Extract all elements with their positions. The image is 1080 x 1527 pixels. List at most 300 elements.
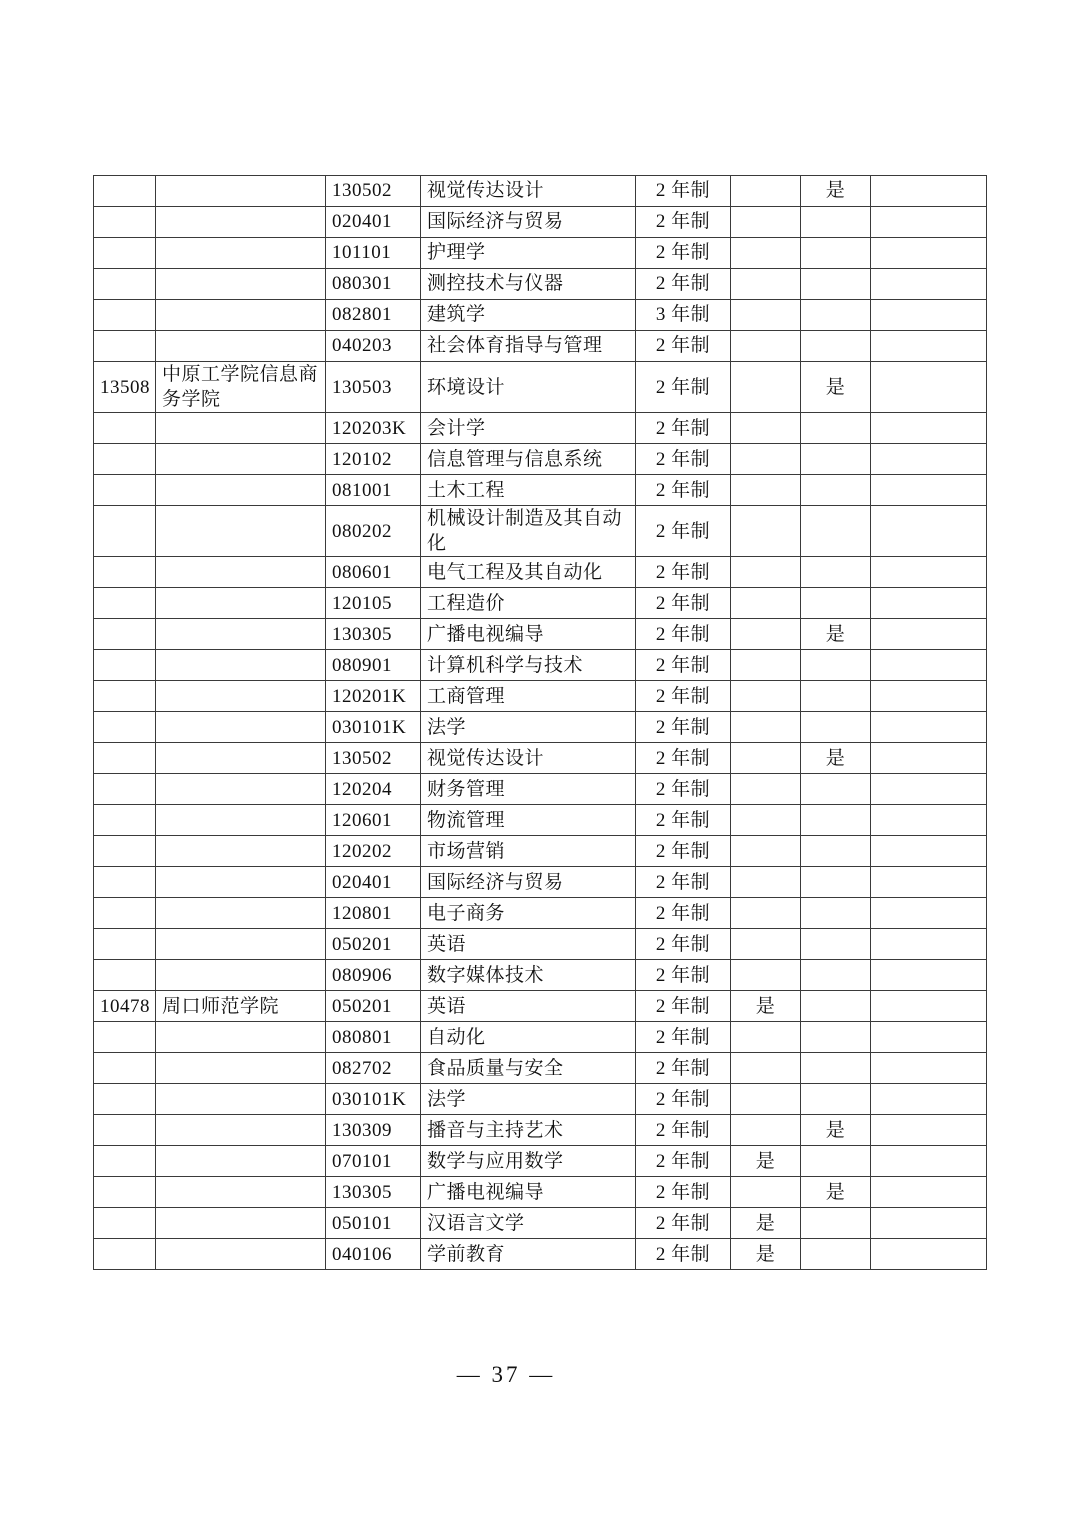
mark-c-cell	[871, 1239, 987, 1270]
mark-b-cell	[801, 712, 871, 743]
school-name-cell	[156, 1115, 326, 1146]
major-code-cell: 130502	[326, 743, 421, 774]
school-code-cell	[94, 1115, 156, 1146]
table-row	[94, 1115, 987, 1146]
table-row	[94, 331, 987, 362]
major-name-cell: 自动化	[421, 1022, 636, 1053]
table-row	[94, 176, 987, 207]
major-code-cell: 020401	[326, 867, 421, 898]
mark-a-cell	[731, 300, 801, 331]
school-code-cell	[94, 960, 156, 991]
mark-b-cell	[801, 960, 871, 991]
mark-a-cell	[731, 929, 801, 960]
mark-c-cell	[871, 619, 987, 650]
school-name-cell	[156, 774, 326, 805]
school-name-cell	[156, 805, 326, 836]
major-name-cell: 法学	[421, 712, 636, 743]
mark-b-cell	[801, 331, 871, 362]
mark-c-cell	[871, 1177, 987, 1208]
school-name-cell	[156, 867, 326, 898]
mark-a-cell	[731, 867, 801, 898]
mark-b-cell: 是	[801, 176, 871, 207]
school-name-cell	[156, 444, 326, 475]
major-code-cell: 101101	[326, 238, 421, 269]
school-name-cell	[156, 743, 326, 774]
school-name-cell	[156, 619, 326, 650]
table-row	[94, 650, 987, 681]
table-row	[94, 1177, 987, 1208]
school-name-cell	[156, 960, 326, 991]
school-code-cell: 10478	[94, 991, 156, 1022]
table-row	[94, 619, 987, 650]
major-name-cell: 机械设计制造及其自动化	[421, 506, 636, 557]
mark-c-cell	[871, 836, 987, 867]
mark-a-cell	[731, 619, 801, 650]
major-name-cell: 护理学	[421, 238, 636, 269]
major-code-cell: 130503	[326, 362, 421, 413]
mark-c-cell	[871, 331, 987, 362]
mark-b-cell: 是	[801, 1115, 871, 1146]
major-code-cell: 050201	[326, 991, 421, 1022]
mark-a-cell	[731, 269, 801, 300]
major-name-cell: 财务管理	[421, 774, 636, 805]
major-code-cell: 120601	[326, 805, 421, 836]
mark-b-cell	[801, 300, 871, 331]
major-name-cell: 播音与主持艺术	[421, 1115, 636, 1146]
table-row	[94, 506, 987, 557]
table-row	[94, 960, 987, 991]
table-row	[94, 805, 987, 836]
mark-c-cell	[871, 712, 987, 743]
school-code-cell	[94, 1146, 156, 1177]
major-name-cell: 会计学	[421, 413, 636, 444]
mark-b-cell	[801, 444, 871, 475]
duration-cell: 2 年制	[636, 960, 731, 991]
mark-a-cell	[731, 743, 801, 774]
major-name-cell: 数字媒体技术	[421, 960, 636, 991]
mark-b-cell	[801, 1053, 871, 1084]
major-name-cell: 英语	[421, 929, 636, 960]
school-code-cell	[94, 743, 156, 774]
major-code-cell: 120801	[326, 898, 421, 929]
mark-b-cell	[801, 836, 871, 867]
mark-b-cell	[801, 207, 871, 238]
school-name-cell	[156, 681, 326, 712]
mark-c-cell	[871, 506, 987, 557]
major-code-cell: 080301	[326, 269, 421, 300]
school-code-cell	[94, 300, 156, 331]
duration-cell: 3 年制	[636, 300, 731, 331]
mark-a-cell	[731, 588, 801, 619]
mark-b-cell	[801, 1239, 871, 1270]
mark-b-cell	[801, 269, 871, 300]
school-name-cell	[156, 413, 326, 444]
school-name-cell: 中原工学院信息商务学院	[156, 362, 326, 413]
mark-b-cell	[801, 650, 871, 681]
mark-c-cell	[871, 898, 987, 929]
mark-a-cell	[731, 650, 801, 681]
school-code-cell	[94, 1177, 156, 1208]
school-name-cell	[156, 475, 326, 506]
mark-c-cell	[871, 867, 987, 898]
school-name-cell	[156, 557, 326, 588]
school-code-cell	[94, 650, 156, 681]
major-code-cell: 030101K	[326, 712, 421, 743]
table-row	[94, 898, 987, 929]
major-code-cell: 040203	[326, 331, 421, 362]
major-code-cell: 080801	[326, 1022, 421, 1053]
mark-a-cell	[731, 1022, 801, 1053]
major-name-cell: 建筑学	[421, 300, 636, 331]
major-code-cell: 080202	[326, 506, 421, 557]
school-code-cell	[94, 475, 156, 506]
mark-c-cell	[871, 475, 987, 506]
major-name-cell: 计算机科学与技术	[421, 650, 636, 681]
table-row	[94, 207, 987, 238]
table-row	[94, 743, 987, 774]
table-row	[94, 867, 987, 898]
mark-a-cell	[731, 506, 801, 557]
mark-a-cell	[731, 1053, 801, 1084]
duration-cell: 2 年制	[636, 331, 731, 362]
mark-b-cell	[801, 774, 871, 805]
mark-b-cell	[801, 1208, 871, 1239]
major-code-cell: 120203K	[326, 413, 421, 444]
mark-b-cell	[801, 681, 871, 712]
major-name-cell: 法学	[421, 1084, 636, 1115]
table-row	[94, 1084, 987, 1115]
major-code-cell: 070101	[326, 1146, 421, 1177]
major-code-cell: 120102	[326, 444, 421, 475]
mark-c-cell	[871, 1208, 987, 1239]
major-code-cell: 130502	[326, 176, 421, 207]
mark-c-cell	[871, 269, 987, 300]
table-row	[94, 300, 987, 331]
school-code-cell	[94, 681, 156, 712]
school-code-cell	[94, 1022, 156, 1053]
duration-cell: 2 年制	[636, 867, 731, 898]
school-code-cell	[94, 588, 156, 619]
major-code-cell: 050201	[326, 929, 421, 960]
school-name-cell	[156, 1146, 326, 1177]
major-name-cell: 物流管理	[421, 805, 636, 836]
table-row	[94, 836, 987, 867]
table-row	[94, 681, 987, 712]
school-name-cell	[156, 712, 326, 743]
table-row	[94, 238, 987, 269]
mark-b-cell	[801, 1022, 871, 1053]
duration-cell: 2 年制	[636, 1177, 731, 1208]
school-code-cell: 13508	[94, 362, 156, 413]
duration-cell: 2 年制	[636, 712, 731, 743]
school-name-cell	[156, 898, 326, 929]
table-row	[94, 712, 987, 743]
school-name-cell	[156, 300, 326, 331]
mark-a-cell	[731, 681, 801, 712]
duration-cell: 2 年制	[636, 1022, 731, 1053]
duration-cell: 2 年制	[636, 681, 731, 712]
major-code-cell: 120201K	[326, 681, 421, 712]
table-row	[94, 929, 987, 960]
duration-cell: 2 年制	[636, 991, 731, 1022]
mark-a-cell: 是	[731, 1239, 801, 1270]
duration-cell: 2 年制	[636, 743, 731, 774]
major-code-cell: 130305	[326, 619, 421, 650]
major-name-cell: 工商管理	[421, 681, 636, 712]
table-row	[94, 362, 987, 413]
mark-b-cell	[801, 238, 871, 269]
school-code-cell	[94, 176, 156, 207]
school-name-cell	[156, 331, 326, 362]
major-code-cell: 080901	[326, 650, 421, 681]
school-name-cell	[156, 1022, 326, 1053]
duration-cell: 2 年制	[636, 619, 731, 650]
duration-cell: 2 年制	[636, 774, 731, 805]
school-code-cell	[94, 269, 156, 300]
mark-c-cell	[871, 743, 987, 774]
school-name-cell	[156, 588, 326, 619]
mark-c-cell	[871, 444, 987, 475]
school-code-cell	[94, 238, 156, 269]
school-code-cell	[94, 929, 156, 960]
major-code-cell: 120204	[326, 774, 421, 805]
mark-c-cell	[871, 805, 987, 836]
mark-b-cell	[801, 929, 871, 960]
mark-c-cell	[871, 1115, 987, 1146]
duration-cell: 2 年制	[636, 238, 731, 269]
major-name-cell: 学前教育	[421, 1239, 636, 1270]
mark-a-cell	[731, 413, 801, 444]
school-name-cell	[156, 1239, 326, 1270]
page-number: — 37 —	[456, 1362, 556, 1387]
major-name-cell: 数学与应用数学	[421, 1146, 636, 1177]
mark-a-cell	[731, 238, 801, 269]
mark-b-cell	[801, 475, 871, 506]
mark-c-cell	[871, 650, 987, 681]
school-name-cell	[156, 1084, 326, 1115]
school-code-cell	[94, 805, 156, 836]
mark-b-cell	[801, 867, 871, 898]
duration-cell: 2 年制	[636, 805, 731, 836]
school-code-cell	[94, 444, 156, 475]
mark-b-cell	[801, 898, 871, 929]
school-name-cell	[156, 1208, 326, 1239]
mark-c-cell	[871, 1146, 987, 1177]
mark-a-cell	[731, 1177, 801, 1208]
mark-b-cell: 是	[801, 362, 871, 413]
major-table-body	[94, 176, 987, 1270]
major-name-cell: 广播电视编导	[421, 619, 636, 650]
duration-cell: 2 年制	[636, 898, 731, 929]
duration-cell: 2 年制	[636, 1146, 731, 1177]
table-row	[94, 774, 987, 805]
mark-b-cell	[801, 506, 871, 557]
major-name-cell: 土木工程	[421, 475, 636, 506]
mark-b-cell	[801, 1084, 871, 1115]
mark-c-cell	[871, 300, 987, 331]
mark-b-cell	[801, 557, 871, 588]
mark-c-cell	[871, 960, 987, 991]
table-row	[94, 588, 987, 619]
table-row	[94, 413, 987, 444]
school-code-cell	[94, 413, 156, 444]
school-name-cell	[156, 836, 326, 867]
major-code-cell: 040106	[326, 1239, 421, 1270]
mark-c-cell	[871, 1022, 987, 1053]
table-row	[94, 1146, 987, 1177]
duration-cell: 2 年制	[636, 413, 731, 444]
mark-a-cell	[731, 1084, 801, 1115]
school-name-cell	[156, 176, 326, 207]
table-row	[94, 1022, 987, 1053]
school-code-cell	[94, 1208, 156, 1239]
duration-cell: 2 年制	[636, 207, 731, 238]
major-name-cell: 广播电视编导	[421, 1177, 636, 1208]
duration-cell: 2 年制	[636, 1208, 731, 1239]
major-table-container	[93, 175, 986, 1270]
duration-cell: 2 年制	[636, 362, 731, 413]
major-name-cell: 信息管理与信息系统	[421, 444, 636, 475]
mark-c-cell	[871, 238, 987, 269]
major-code-cell: 130305	[326, 1177, 421, 1208]
mark-a-cell	[731, 557, 801, 588]
mark-c-cell	[871, 413, 987, 444]
mark-c-cell	[871, 681, 987, 712]
mark-a-cell	[731, 207, 801, 238]
mark-c-cell	[871, 774, 987, 805]
mark-a-cell	[731, 712, 801, 743]
duration-cell: 2 年制	[636, 176, 731, 207]
mark-b-cell	[801, 413, 871, 444]
mark-a-cell	[731, 1115, 801, 1146]
mark-b-cell: 是	[801, 743, 871, 774]
mark-c-cell	[871, 557, 987, 588]
school-code-cell	[94, 619, 156, 650]
mark-a-cell	[731, 898, 801, 929]
major-code-cell: 082702	[326, 1053, 421, 1084]
school-name-cell	[156, 238, 326, 269]
school-code-cell	[94, 1053, 156, 1084]
mark-b-cell	[801, 991, 871, 1022]
table-row	[94, 991, 987, 1022]
school-name-cell: 周口师范学院	[156, 991, 326, 1022]
mark-a-cell	[731, 362, 801, 413]
major-name-cell: 视觉传达设计	[421, 176, 636, 207]
mark-a-cell: 是	[731, 1146, 801, 1177]
mark-a-cell	[731, 475, 801, 506]
table-row	[94, 1208, 987, 1239]
mark-a-cell: 是	[731, 991, 801, 1022]
major-code-cell: 030101K	[326, 1084, 421, 1115]
major-code-cell: 080906	[326, 960, 421, 991]
table-row	[94, 557, 987, 588]
table-row	[94, 1053, 987, 1084]
mark-b-cell: 是	[801, 619, 871, 650]
mark-b-cell	[801, 588, 871, 619]
mark-c-cell	[871, 1053, 987, 1084]
school-code-cell	[94, 836, 156, 867]
table-row	[94, 1239, 987, 1270]
duration-cell: 2 年制	[636, 444, 731, 475]
mark-c-cell	[871, 362, 987, 413]
school-code-cell	[94, 1084, 156, 1115]
major-code-cell: 120202	[326, 836, 421, 867]
school-code-cell	[94, 506, 156, 557]
major-code-cell: 120105	[326, 588, 421, 619]
school-name-cell	[156, 1177, 326, 1208]
duration-cell: 2 年制	[636, 475, 731, 506]
major-name-cell: 社会体育指导与管理	[421, 331, 636, 362]
school-name-cell	[156, 207, 326, 238]
school-code-cell	[94, 898, 156, 929]
mark-b-cell	[801, 1146, 871, 1177]
mark-a-cell: 是	[731, 1208, 801, 1239]
mark-a-cell	[731, 805, 801, 836]
table-row	[94, 269, 987, 300]
major-code-cell: 082801	[326, 300, 421, 331]
mark-c-cell	[871, 991, 987, 1022]
school-code-cell	[94, 557, 156, 588]
major-name-cell: 汉语言文学	[421, 1208, 636, 1239]
duration-cell: 2 年制	[636, 1053, 731, 1084]
major-name-cell: 电气工程及其自动化	[421, 557, 636, 588]
major-name-cell: 测控技术与仪器	[421, 269, 636, 300]
mark-c-cell	[871, 588, 987, 619]
mark-a-cell	[731, 444, 801, 475]
school-code-cell	[94, 207, 156, 238]
major-name-cell: 电子商务	[421, 898, 636, 929]
duration-cell: 2 年制	[636, 1239, 731, 1270]
mark-c-cell	[871, 176, 987, 207]
major-code-cell: 081001	[326, 475, 421, 506]
school-code-cell	[94, 774, 156, 805]
duration-cell: 2 年制	[636, 588, 731, 619]
mark-a-cell	[731, 331, 801, 362]
mark-b-cell	[801, 805, 871, 836]
school-name-cell	[156, 650, 326, 681]
mark-a-cell	[731, 836, 801, 867]
major-code-cell: 080601	[326, 557, 421, 588]
major-code-cell: 050101	[326, 1208, 421, 1239]
school-code-cell	[94, 867, 156, 898]
mark-a-cell	[731, 960, 801, 991]
major-code-cell: 020401	[326, 207, 421, 238]
school-code-cell	[94, 1239, 156, 1270]
major-name-cell: 国际经济与贸易	[421, 867, 636, 898]
major-name-cell: 英语	[421, 991, 636, 1022]
duration-cell: 2 年制	[636, 836, 731, 867]
duration-cell: 2 年制	[636, 1115, 731, 1146]
major-name-cell: 视觉传达设计	[421, 743, 636, 774]
duration-cell: 2 年制	[636, 650, 731, 681]
mark-a-cell	[731, 176, 801, 207]
duration-cell: 2 年制	[636, 269, 731, 300]
mark-a-cell	[731, 774, 801, 805]
mark-b-cell: 是	[801, 1177, 871, 1208]
mark-c-cell	[871, 207, 987, 238]
major-name-cell: 食品质量与安全	[421, 1053, 636, 1084]
major-name-cell: 国际经济与贸易	[421, 207, 636, 238]
school-name-cell	[156, 506, 326, 557]
school-name-cell	[156, 929, 326, 960]
major-listing-table	[93, 175, 987, 1270]
school-name-cell	[156, 269, 326, 300]
duration-cell: 2 年制	[636, 506, 731, 557]
major-name-cell: 工程造价	[421, 588, 636, 619]
school-name-cell	[156, 1053, 326, 1084]
mark-c-cell	[871, 1084, 987, 1115]
duration-cell: 2 年制	[636, 557, 731, 588]
